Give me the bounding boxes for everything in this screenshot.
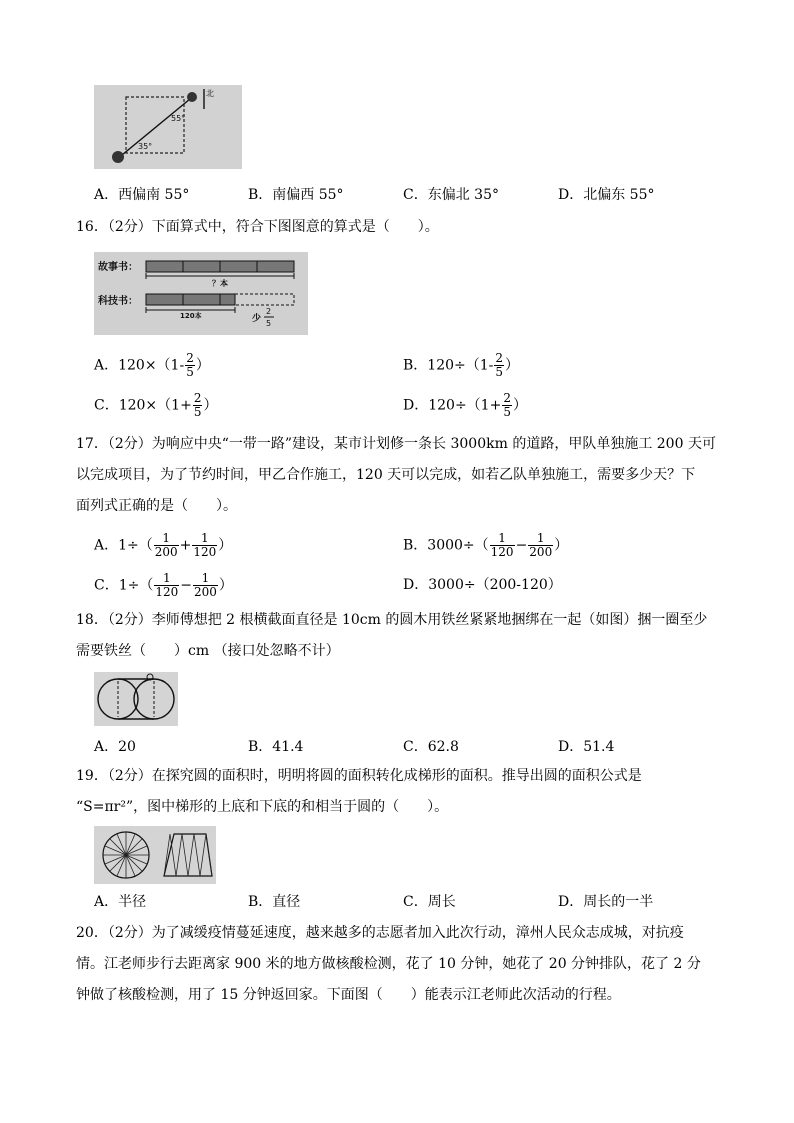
q17-stem-line2: 以完成项目，为了节约时间，甲乙合作施工，120 天可以完成，如若乙队单独施工，需要多少天？下 xyxy=(76,467,696,483)
q17-c-pre: C．1÷（ xyxy=(94,577,154,594)
q19-stem-line1: 19．（2分）在探究圆的面积时，明明将圆的面积转化成梯形的面积。推导出圆的面积公式是 xyxy=(76,768,642,784)
q15-option-c[interactable]: C．东偏北 35° xyxy=(403,187,499,203)
q17-b-post: ） xyxy=(554,537,569,554)
q16-less-num: 2 xyxy=(266,307,272,316)
q16-d-fraction xyxy=(502,392,512,419)
q16-d-post: ） xyxy=(512,397,527,414)
q17-c-post: ） xyxy=(218,577,233,594)
q16-b-num: 2 xyxy=(495,351,504,365)
q18-option-b[interactable]: B．41.4 xyxy=(248,739,304,755)
q17-stem-line3: 面列式正确的是（ ）。 xyxy=(76,498,237,514)
q18-stem-line2: 需要铁丝（ ）cm （接口处忽略不计） xyxy=(76,643,340,659)
q16-a-den: 5 xyxy=(186,365,194,379)
q16-less-den: 5 xyxy=(266,319,272,328)
q17-a-frac2 xyxy=(192,532,217,559)
q16-count-label: 120本 xyxy=(180,312,202,320)
q17-c-d2: 200 xyxy=(194,585,217,599)
q17-a-pre: A．1÷（ xyxy=(94,537,153,554)
q16-a-fraction xyxy=(185,352,195,379)
q17-b-pre: B．3000÷（ xyxy=(403,537,489,554)
q17-a-d1: 200 xyxy=(154,545,178,559)
q17-option-d[interactable]: D．3000÷（200-120） xyxy=(403,577,562,593)
q17-b-op: − xyxy=(515,537,528,554)
q16-option-a[interactable] xyxy=(94,352,210,379)
start-figure-icon xyxy=(112,151,124,163)
q15-direction-figure xyxy=(94,85,242,169)
q17-c-n1: 1 xyxy=(154,572,179,586)
q17-a-post: ） xyxy=(218,537,233,554)
q16-a-pre: A．120×（1- xyxy=(94,357,185,374)
q20-stem-line1: 20．（2分）为了减缓疫情蔓延速度，越来越多的志愿者加入此次行动，漳州人民众志成城，对抗疫 xyxy=(76,925,684,941)
q16-b-fraction xyxy=(494,352,504,379)
q16-bar-diagram xyxy=(94,252,308,335)
q15-angle-35: 35° xyxy=(138,142,153,151)
q17-a-n2: 1 xyxy=(192,532,217,546)
q17-c-frac1 xyxy=(154,572,179,599)
q16-b-pre: B．120÷（1- xyxy=(403,357,494,374)
q16-option-b[interactable] xyxy=(403,352,519,379)
q17-c-d1: 120 xyxy=(155,585,179,599)
q16-c-post: ） xyxy=(203,397,218,414)
q16-option-c[interactable] xyxy=(94,392,217,419)
q17-b-n1: 1 xyxy=(490,532,515,546)
q18-option-d[interactable]: D．51.4 xyxy=(558,739,615,755)
q16-d-num: 2 xyxy=(503,391,511,405)
q17-b-d2: 200 xyxy=(529,545,553,559)
q15-option-a[interactable]: A．西偏南 55° xyxy=(94,187,190,203)
q16-c-num: 2 xyxy=(193,391,202,405)
q16-a-num: 2 xyxy=(186,351,194,365)
q17-c-n2: 1 xyxy=(193,572,218,586)
q19-circle-trapezoid-diagram xyxy=(94,826,216,884)
q16-b-den: 5 xyxy=(495,365,504,379)
end-figure-icon xyxy=(187,92,197,102)
q15-direction-diagram xyxy=(94,85,242,169)
q16-b-post: ） xyxy=(505,357,520,374)
q20-stem-line3: 钟做了核酸检测，用了 15 分钟返回家。下面图（ ）能表示江老师此次活动的行程。 xyxy=(76,987,621,1003)
q19-circle-figure xyxy=(94,826,216,884)
q16-question-label: ？本 xyxy=(212,279,228,288)
q17-a-n1: 1 xyxy=(154,532,179,546)
q15-north-label: 北 xyxy=(206,89,214,98)
q18-stem-line1: 18．（2分）李师傅想把 2 根横截面直径是 10cm 的圆木用铁丝紧紧地捆绑在一起（如图）捆一圈至少 xyxy=(76,612,708,628)
q19-stem-line2: “S=πr²”，图中梯形的上底和下底的和相当于圆的（ ）。 xyxy=(76,799,449,815)
q15-option-b[interactable]: B．南偏西 55° xyxy=(248,187,344,203)
q19-option-c[interactable]: C．周长 xyxy=(403,894,456,910)
q17-a-op: + xyxy=(179,537,192,554)
q16-c-fraction xyxy=(193,392,203,419)
q17-b-n2: 1 xyxy=(528,532,553,546)
q16-bar-figure xyxy=(94,252,308,335)
q19-option-d[interactable]: D．周长的一半 xyxy=(558,894,654,910)
q17-option-b[interactable] xyxy=(403,532,568,559)
q17-b-d1: 120 xyxy=(490,545,514,559)
q17-a-d2: 120 xyxy=(193,545,217,559)
q16-c-pre: C．120×（1+ xyxy=(94,397,192,414)
q17-stem-line1: 17．（2分）为响应中央“一带一路”建设，某市计划修一条长 3000km 的道路，甲队单独施工 200 天可 xyxy=(76,436,716,452)
q15-angle-55: 55° xyxy=(171,114,186,123)
q19-option-b[interactable]: B．直径 xyxy=(248,894,301,910)
q16-story-label: 故事书： xyxy=(98,262,138,273)
q16-option-d[interactable] xyxy=(403,392,527,419)
q19-option-a[interactable]: A．半径 xyxy=(94,894,147,910)
q16-d-pre: D．120÷（1+ xyxy=(403,397,502,414)
q16-a-post: ） xyxy=(195,357,210,374)
q17-c-op: − xyxy=(180,577,192,594)
q17-c-frac2 xyxy=(193,572,218,599)
q18-logs-diagram xyxy=(94,672,178,726)
q17-option-c[interactable] xyxy=(94,572,233,599)
q18-option-a[interactable]: A．20 xyxy=(94,739,136,755)
q16-d-den: 5 xyxy=(503,405,511,419)
q17-b-frac1 xyxy=(490,532,515,559)
q17-a-frac1 xyxy=(154,532,179,559)
q18-logs-figure xyxy=(94,672,178,726)
q17-b-frac2 xyxy=(528,532,553,559)
q16-less-label: 少 xyxy=(252,314,262,324)
q16-sci-label: 科技书： xyxy=(98,296,138,307)
q17-option-a[interactable] xyxy=(94,532,232,559)
q20-stem-line2: 情。江老师步行去距离家 900 米的地方做核酸检测，花了 10 分钟，她花了 20 分钟排队，花了 2 分 xyxy=(76,956,701,972)
q18-option-c[interactable]: C．62.8 xyxy=(403,739,459,755)
q16-c-den: 5 xyxy=(193,405,202,419)
q16-stem: 16．（2分）下面算式中，符合下图图意的算式是（ ）。 xyxy=(76,219,439,235)
q15-option-d[interactable]: D．北偏东 55° xyxy=(558,187,655,203)
